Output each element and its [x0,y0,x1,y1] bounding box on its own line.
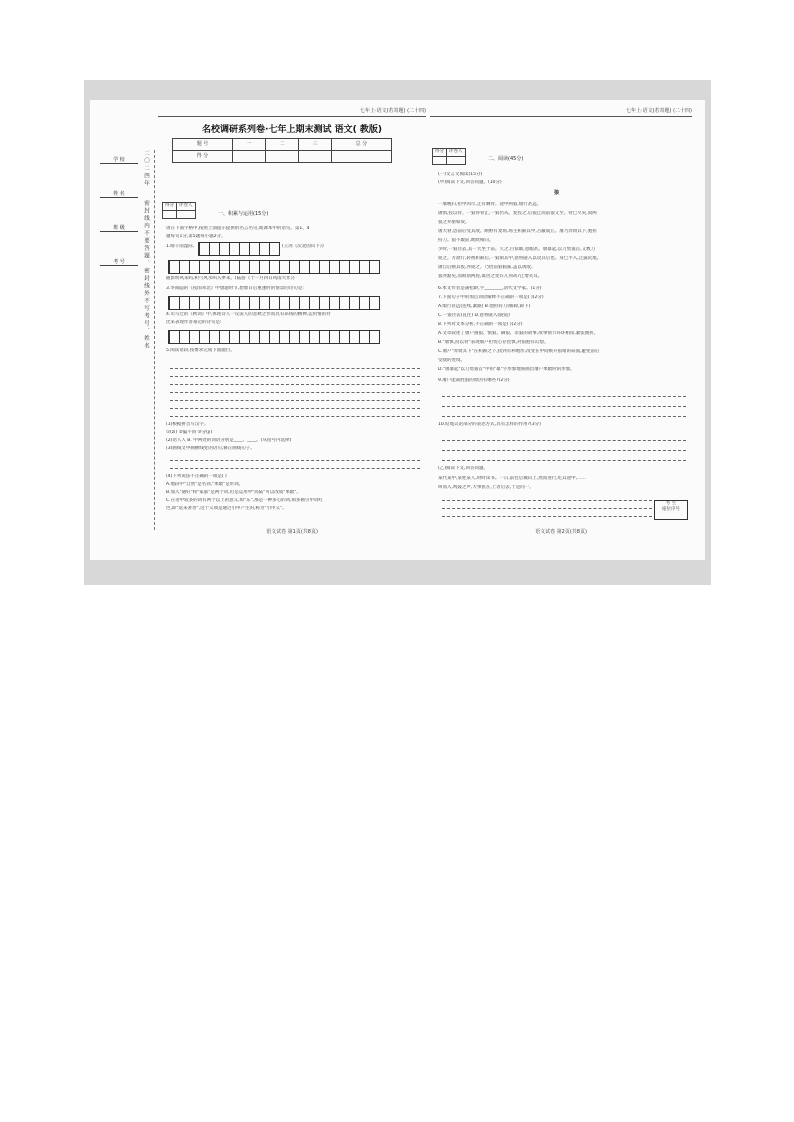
option-c-cont: 受敌的处境。 [438,358,465,363]
section-heading: 一、积累与运用(15分) [218,211,269,217]
passage-line: 叫而入,鸣鼓之声,大事犹在,上者后去,于是同一。 [438,485,534,490]
score-cell: 题 号 [173,139,233,151]
passage-line [170,386,420,393]
answer-grid[interactable] [198,242,280,256]
exam-page-2 [430,108,692,538]
question-4-cont: 比来表现作者豪迈的诗句是: [166,320,222,325]
question-2: 随影明风来吗,积弓风水叫入夢来。(陆游《十一月四日风雨大作》) [166,276,295,281]
page-footer: 语文试卷 第1页(共8页) [266,529,318,536]
score-cell: 三 [298,139,331,151]
score-cell [331,151,391,163]
passage-line: 屠大窘,恐前后受其敌。顾野有麦场,场主积薪其中,苫蔽成丘。屠乃奔倚其下,弛担 [438,229,597,234]
score-cell: 二 [266,139,299,151]
score-cell [233,151,266,163]
score-cell [266,151,299,163]
option-a: A.地段中"自然"是名词,"果敢"是形词。 [166,482,244,487]
seal-line [154,150,155,530]
option-b: B."屠惧,投以骨"表现屠户担忧心存畏惧,对狼抱有幻想。 [438,340,549,345]
question-7: 7.下面句子中的加点词语解释不正确的一项是( )(2分) [438,295,544,300]
score-cell: 总 分 [331,139,391,151]
instruction-line: 请在下面字格中,按照上面提示提供的名言名句,或课本中的语句。第1、4 [166,226,310,231]
passage-line [170,402,420,409]
passage-line [170,410,420,417]
binding-instruction: 密封线内不要答题、密封线外不写考号、姓名 [143,200,149,350]
question-1: 1.晴干雨湿际, [166,244,195,249]
subquestion: (2)语人人 B. 中两处的词语分别是____、____。(从括号内选择) [166,438,292,443]
question-4: 4.司马迁的《秋词》中,体现诗人一反前人的悲秋之作而具有昂扬的精神,运用情的对 [166,312,331,317]
passage-line [442,510,652,517]
subquestion: ①(zì) ②偏不同 ③分(jì) [166,430,213,435]
option-c: C.在语中较多的词有两个以上的意义,如"东",那是一种多心的词,如多画引申词红 [166,498,324,503]
header-rule [158,116,426,117]
question-10: 10.结尾议论部分的表达方式,具有怎样的作用?(3分) [438,422,541,427]
question-9: 9.屠户能战胜狼的原因有哪些?(2分) [438,378,510,383]
grader-score-label: 得分 [433,149,447,157]
option-a: A.文章叙述了屠户遇狼、惧狼、御狼、杀狼的故事,故事情节环环相扣,紧张曲折。 [438,331,599,336]
answer-grid[interactable] [168,330,380,344]
answer-line[interactable] [170,454,420,461]
sub-heading: (一)文言文阅读(15分) [438,172,483,177]
passage-line [442,494,652,501]
passage-line: 一屠晚归,担中肉尽,止有剩骨。途中两狼,缀行甚远。 [438,202,542,207]
grader-box [432,148,466,165]
answer-grid[interactable] [168,260,380,274]
subquestion: (1)根据拼音写汉字。 [166,422,209,427]
option-d: D."屠暴起"以刀劈狼首"中的"暴"字形象地刻画出屠户果敢时的形象。 [438,367,575,372]
year-mark: 二〇二四年 [143,150,149,188]
page-footer: 语文试卷 第2页(共8页) [535,529,587,536]
grader-name-label: 评卷人 [177,203,196,211]
question-8: 8.下列对文本分析,不正确的一项是( )(2分) [438,322,523,327]
answer-line[interactable] [442,444,686,451]
subquestion: (4)下列说法不正确的一项是( ) [166,474,227,479]
subquestion: (3)画线文中画横线处的语句,修正画线句子。 [166,446,255,451]
question-7-options: C.一狼径去(直往) D.意将隧入(隧道) [438,313,510,318]
answer-line[interactable] [442,410,686,417]
page-header: 七年上·语文(若寄题) (二十四) [360,108,426,114]
exam-title: 名校调研系列卷·七年上期末测试 语文( 教版) [202,125,382,135]
sub-heading: (甲)阅读下文,回答问题。(10分) [438,180,502,185]
passage-line [442,502,652,509]
exam-page-1 [158,108,426,538]
stamp-line: 考 生 [665,501,677,506]
passage-title: 狼 [554,190,560,196]
passage-line: 毙之。方欲行,转视积薪后,一狼洞其中,意将隧入以攻其后也。身已半入,止露尻尾。 [438,256,602,261]
score-cell: 得 分 [173,151,233,163]
passage-line [170,370,420,377]
binding-margin [100,150,156,530]
answer-line[interactable] [170,462,420,469]
option-b: B.加入"通好"和"家都"是两个词,但是运用中"而陆"可以改成"果敢"。 [166,490,302,495]
answer-line[interactable] [442,434,686,441]
passage-line: 持刀。狼不敢前,眈眈相向。 [438,238,494,243]
answer-line[interactable] [442,400,686,407]
answer-grid[interactable] [168,296,380,310]
passage-line: 屠惧,投以骨。一狼得骨止,一狼仍从。复投之,后狼止而前狼又至。骨已尽矣,而两 [438,211,597,216]
passage-line: 屠自后断其股,亦毙之。乃悟前狼假寐,盖以诱敌。 [438,265,536,270]
option-c-cont: 色,即"返来著善",这个义项是通过引申产生的,称为"引申义"。 [166,506,287,511]
source-note: (王湾《次北固山下》) [282,244,324,249]
question-6: 6.本文作者是蒲松龄,字________,清代文学家。(1分) [438,286,542,291]
name-field: 姓 名 [100,190,138,198]
answer-line[interactable] [442,390,686,397]
answer-line[interactable] [442,454,686,461]
grader-box [162,202,196,219]
grader-score-label: 得分 [163,203,177,211]
passage-line: 狼亦黠矣,而顷刻两毙,禽兽之变诈几何哉?止增笑耳。 [438,274,543,279]
page-header: 七年上·语文(若寄题) (二十四) [626,108,692,114]
stamp-line: 座位序号 [662,507,680,513]
question-3: 3.李商隐的《夜雨寄北》中想题时节,想象日后重逢时的情景的诗句是: [166,286,304,291]
passage-line: 少时,一狼径去,其一犬坐于前。久之,目似瞑,意暇甚。屠暴起,以刀劈狼首,又数刀 [438,247,596,252]
school-field: 学 校 [100,156,138,164]
passage-line [170,378,420,385]
score-table [172,138,392,163]
passage-line: 狼之并驱如故。 [438,220,470,225]
score-cell: 一 [233,139,266,151]
passage-line [170,362,420,369]
grader-name-label: 评卷人 [447,149,466,157]
score-cell [298,151,331,163]
class-field: 班 级 [100,224,138,232]
passage-line [170,394,420,401]
section-heading: 二、阅读(45分) [488,156,524,162]
passage-line: 某代某中,某姓某人,时时读书。一日,前往后城山上,然而进行,吃其途中,…… [438,476,587,481]
question-7-options: A.缀行甚远(连续,紧跟) B.弛担持刀(解除,卸下) [438,304,531,309]
instruction-line: 题每句1分,第5题每小题2分。 [166,234,226,239]
sub-heading: (乙)阅读下文,回答问题。 [438,466,488,471]
exam-number-field: 考 号 [100,258,138,266]
option-c: C.屠户"奔倚其下"在积薪之下,找到有利地形,改变在中间被开狼堵的局面,避免前后 [438,349,600,354]
question-5: 5.阅读语段,按要求完成下面题目。 [166,348,235,353]
header-rule [430,116,692,117]
seat-number-box [654,500,688,520]
